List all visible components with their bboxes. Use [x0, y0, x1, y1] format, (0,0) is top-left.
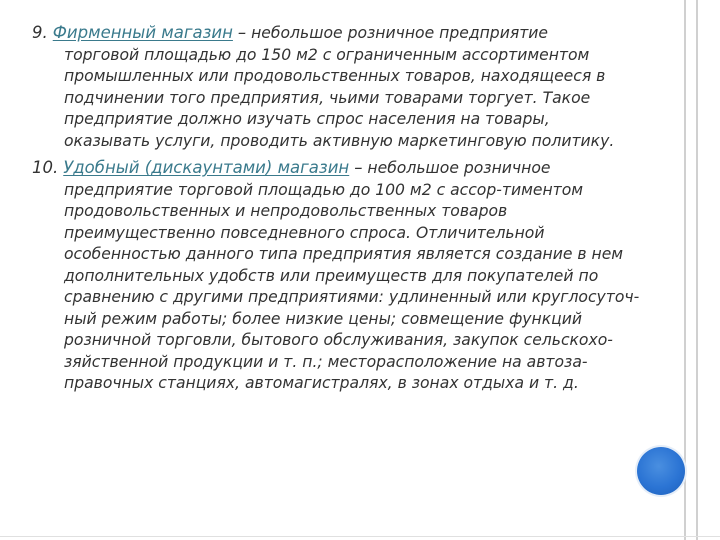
- item-line: продовольственных и непродовольственных товаров: [64, 202, 508, 220]
- frame-line-left: [684, 0, 686, 540]
- item-line: зяйственной продукции и т. п.; месторасположение на автоза-: [64, 352, 588, 371]
- item-dash: –: [237, 23, 247, 42]
- item-line: розничной торговли, бытового обслуживания, закупок сельскохо-: [64, 331, 613, 349]
- frame-line-right: [696, 0, 698, 540]
- item-line: сравнению с другими предприятиями: удлиненный или круглосуточ-: [64, 288, 640, 306]
- definition-item-10: [32, 157, 672, 395]
- item-term-link[interactable]: Удобный (дискаунтами) магазин: [63, 158, 350, 177]
- item-line: промышленных или продовольственных товаров, находящееся в: [64, 67, 606, 85]
- item-line: подчинении того предприятия, чьими товарами торгует. Такое: [64, 88, 591, 107]
- item-first-line-text: небольшое розничное предприятие: [251, 24, 549, 42]
- definition-item-9: [32, 22, 672, 152]
- item-dash: –: [354, 158, 363, 177]
- item-term-link[interactable]: Фирменный магазин: [52, 23, 233, 42]
- bottom-divider: [0, 536, 720, 537]
- item-line: ный режим работы; более низкие цены; совмещение функций: [64, 309, 583, 328]
- item-number: 9.: [32, 23, 48, 42]
- item-line: дополнительных удобств или преимуществ для покупателей по: [64, 266, 599, 285]
- item-line: правочных станциях, автомагистралях, в зонах отдыха и т. д.: [64, 374, 579, 392]
- decorative-circle-icon: [637, 447, 685, 495]
- item-line: преимущественно повседневного спроса. Отличительной: [64, 223, 545, 242]
- item-line: предприятие торговой площадью до 100 м2 с ассор-тиментом: [64, 180, 584, 199]
- item-body: [32, 180, 672, 395]
- item-number: 10.: [32, 158, 59, 177]
- item-line: торговой площадью до 150 м2 с ограниченным ассортиментом: [64, 45, 590, 64]
- item-line: оказывать услуги, проводить активную маркетинговую политику.: [64, 131, 615, 150]
- item-first-line: [32, 157, 672, 180]
- slide-content: [32, 22, 672, 395]
- item-line: особенностью данного типа предприятия является создание в нем: [64, 245, 624, 263]
- item-first-line: [32, 22, 672, 45]
- item-body: [32, 45, 672, 153]
- item-first-line-text: небольшое розничное: [367, 159, 551, 177]
- item-line: предприятие должно изучать спрос населения на товары,: [64, 110, 550, 128]
